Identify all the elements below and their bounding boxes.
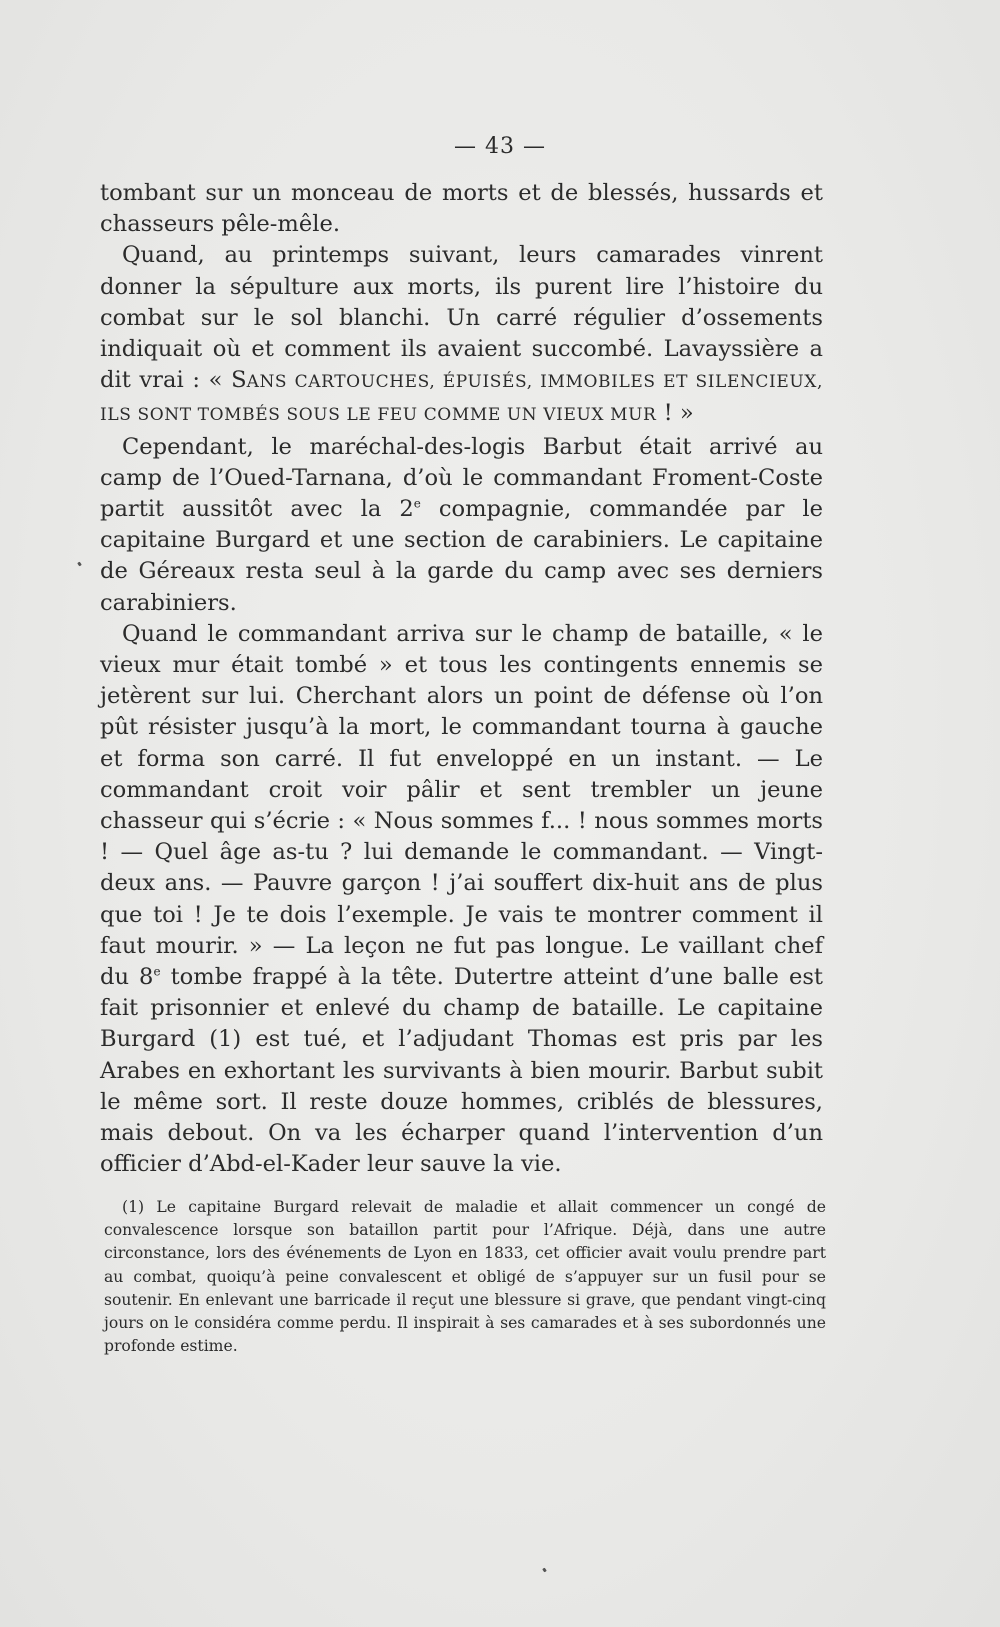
paragraph-4-part-2: tombe frappé à la tête. Dutertre atteint d’une balle est fait prisonnier et enlevé du champ de bataille. Le capitaine Burgard (1) est tué, et l’adjudant Thomas est pris par les Arabes en exhortant les survivants à bien mourir. Barbut subit le même sort. Il reste douze hommes, criblés de blessures, mais debout. On va les écharper quand l’intervention d’un officier d’Abd-el-Kader leur sauve la vie. (100, 964, 823, 1178)
quote-small-caps: ANS CARTOUCHES, ÉPUISÉS, IMMOBILES ET SILENCIEUX, ILS SONT TOMBÉS SOUS LE FEU COMME UN VIEUX MUR (100, 372, 823, 426)
main-text (100, 178, 823, 1181)
paragraph-3 (100, 432, 823, 619)
superscript-e: e (153, 964, 161, 979)
paragraph-4 (100, 619, 823, 1181)
footnote-text: (1) Le capitaine Burgard relevait de maladie et allait commencer un congé de convalescence lorsque son bataillon partit pour l’Afrique. Déjà, dans une autre circonstance, lors des événements de Lyon en 1833, cet officier avait voulu prendre part au combat, quoiqu’à peine convalescent et obligé de s’appuyer sur un fusil pour se soutenir. En enlevant une barricade il reçut une blessure si grave, que pendant vingt-cinq jours on le considéra comme perdu. Il inspirait à ses camarades et à ses subordonnés une profonde estime. (104, 1198, 826, 1356)
paragraph-4-part-1: Quand le commandant arriva sur le champ de bataille, « le vieux mur était tombé » et tous les contingents ennemis se jetèrent sur lui. Cherchant alors un point de défense où l’on pût résister jusqu’à la mort, le commandant tourna à gauche et forma son carré. Il fut enveloppé en un instant. — Le commandant croit voir pâlir et sent trembler un jeune chasseur qui s’écrie : « Nous sommes f... ! nous sommes morts ! — Quel âge as-tu ? lui demande le commandant. — Vingt-deux ans. — Pauvre garçon ! j’ai souffert dix-huit ans de plus que toi ! Je te dois l’exemple. Je vais te montrer comment il faut mourir. » — La leçon ne fut pas longue. Le vaillant chef du 8 (100, 620, 823, 991)
page-number: — 43 — (454, 134, 546, 159)
paper-speck (542, 1568, 547, 1573)
quote-close: ! » (656, 400, 694, 427)
quote-open: « S (208, 367, 247, 394)
paper-speck (77, 562, 82, 567)
paragraph-2 (100, 240, 823, 431)
paragraph-3-part-2: compagnie, commandée par le capitaine Burgard et une section de carabiniers. Le capitaine de Géreaux resta seul à la garde du camp avec ses derniers carabiniers. (100, 496, 823, 616)
paragraph-2-text: Quand, au printemps suivant, leurs camarades vinrent donner la sépulture aux morts, ils purent lire l’histoire du combat sur le sol blanchi. Un carré régulier d’ossements indiquait où et comment ils avaient succombé. Lavayssière a dit vrai : (100, 242, 823, 394)
footnote (104, 1196, 826, 1358)
paragraph-3-part-1: Cependant, le maréchal-des-logis Barbut était arrivé au camp de l’Oued-Tarnana, d’où le commandant Froment-Coste partit aussitôt avec la 2 (100, 433, 823, 523)
superscript-e: e (413, 496, 421, 511)
paragraph-1: tombant sur un monceau de morts et de blessés, hussards et chasseurs pêle-mêle. (100, 180, 823, 238)
